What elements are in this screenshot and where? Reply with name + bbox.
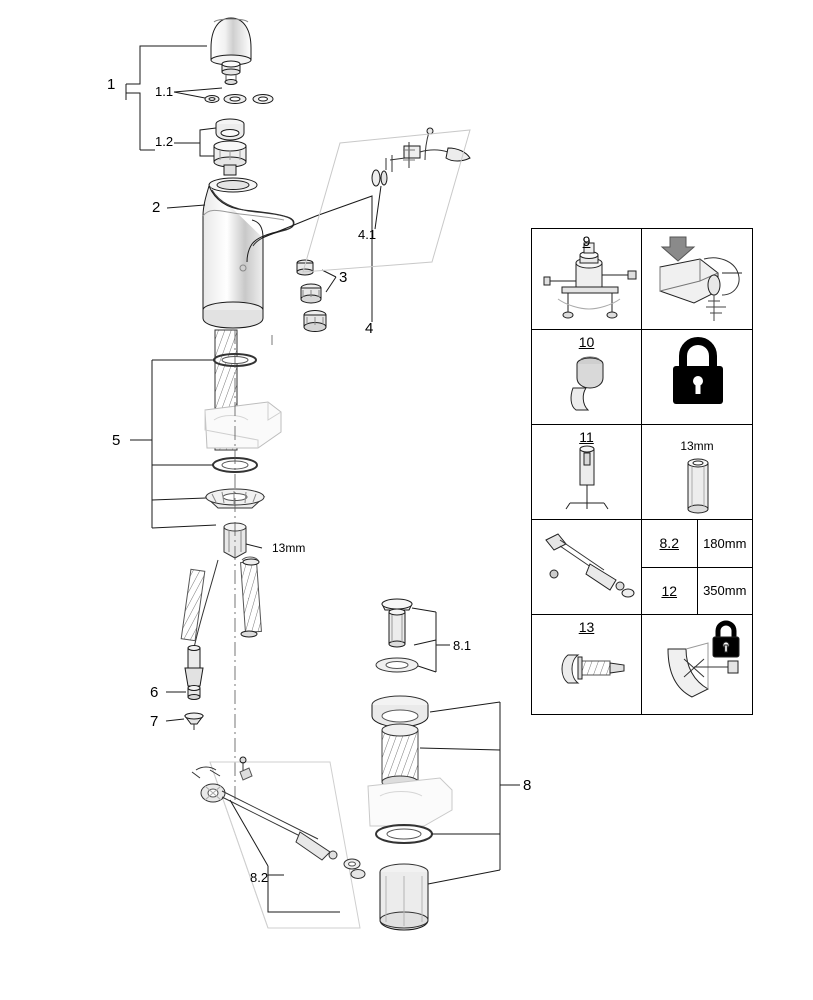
table-row — [532, 615, 752, 714]
callout-4: 4 — [365, 320, 374, 337]
cell-9 — [532, 229, 642, 329]
callout-3: 3 — [339, 269, 348, 286]
cell-13 — [532, 615, 642, 714]
socket-size-label: 13mm — [680, 439, 714, 453]
table-row — [532, 229, 752, 330]
table-row — [532, 520, 752, 615]
cell-number-9: 9 — [582, 233, 591, 249]
callout-1: 1 — [107, 76, 116, 93]
callout-5: 5 — [112, 432, 121, 449]
table-row — [532, 330, 752, 425]
annotation-13mm-faucet: 13mm — [272, 541, 306, 555]
cell-padlock — [642, 330, 752, 424]
part-faucet-body — [203, 178, 294, 328]
cell-11 — [532, 425, 642, 519]
callout-1-2: 1.2 — [155, 134, 174, 149]
cell-number-12: 12 — [642, 568, 698, 615]
cell-10 — [532, 330, 642, 424]
accessory-table — [531, 228, 753, 715]
cell-socket — [642, 425, 752, 519]
callout-8: 8 — [523, 777, 532, 794]
callout-6: 6 — [150, 684, 159, 701]
cell-lengths — [642, 520, 752, 614]
cell-number-8-2: 8.2 — [642, 520, 698, 567]
callout-4-1: 4.1 — [358, 227, 377, 242]
part-popup-rod — [372, 128, 470, 186]
part-lift-rod-assembly — [192, 757, 365, 928]
part-cartridge — [214, 119, 246, 175]
installation-arrow-icon — [642, 229, 752, 329]
callout-8-1: 8.1 — [453, 638, 472, 653]
part-washers — [205, 95, 273, 104]
part-small-nuts — [185, 686, 203, 731]
callout-8-2: 8.2 — [250, 870, 269, 885]
cell-number-13: 13 — [578, 619, 595, 635]
leader-lines — [126, 46, 520, 912]
part-flex-hoses — [181, 557, 261, 686]
length-row-12 — [642, 568, 752, 615]
length-180mm: 180mm — [703, 535, 747, 551]
bracket-lock-icon — [642, 615, 752, 713]
length-row-8-2 — [642, 520, 752, 568]
cell-bracket-lock — [642, 615, 752, 714]
cell-installation — [642, 229, 752, 329]
callout-7: 7 — [150, 713, 159, 730]
part-waste-drain — [368, 599, 452, 930]
table-row — [532, 425, 752, 520]
padlock-icon — [642, 330, 752, 424]
cell-flex-hose — [532, 520, 642, 614]
flexible-hose-icon — [532, 520, 642, 614]
cell-number-10: 10 — [578, 334, 595, 350]
callout-1-1: 1.1 — [155, 84, 174, 99]
callout-2: 2 — [152, 199, 161, 216]
cell-number-11: 11 — [579, 429, 594, 445]
length-350mm: 350mm — [703, 583, 747, 599]
part-handle — [211, 18, 251, 85]
